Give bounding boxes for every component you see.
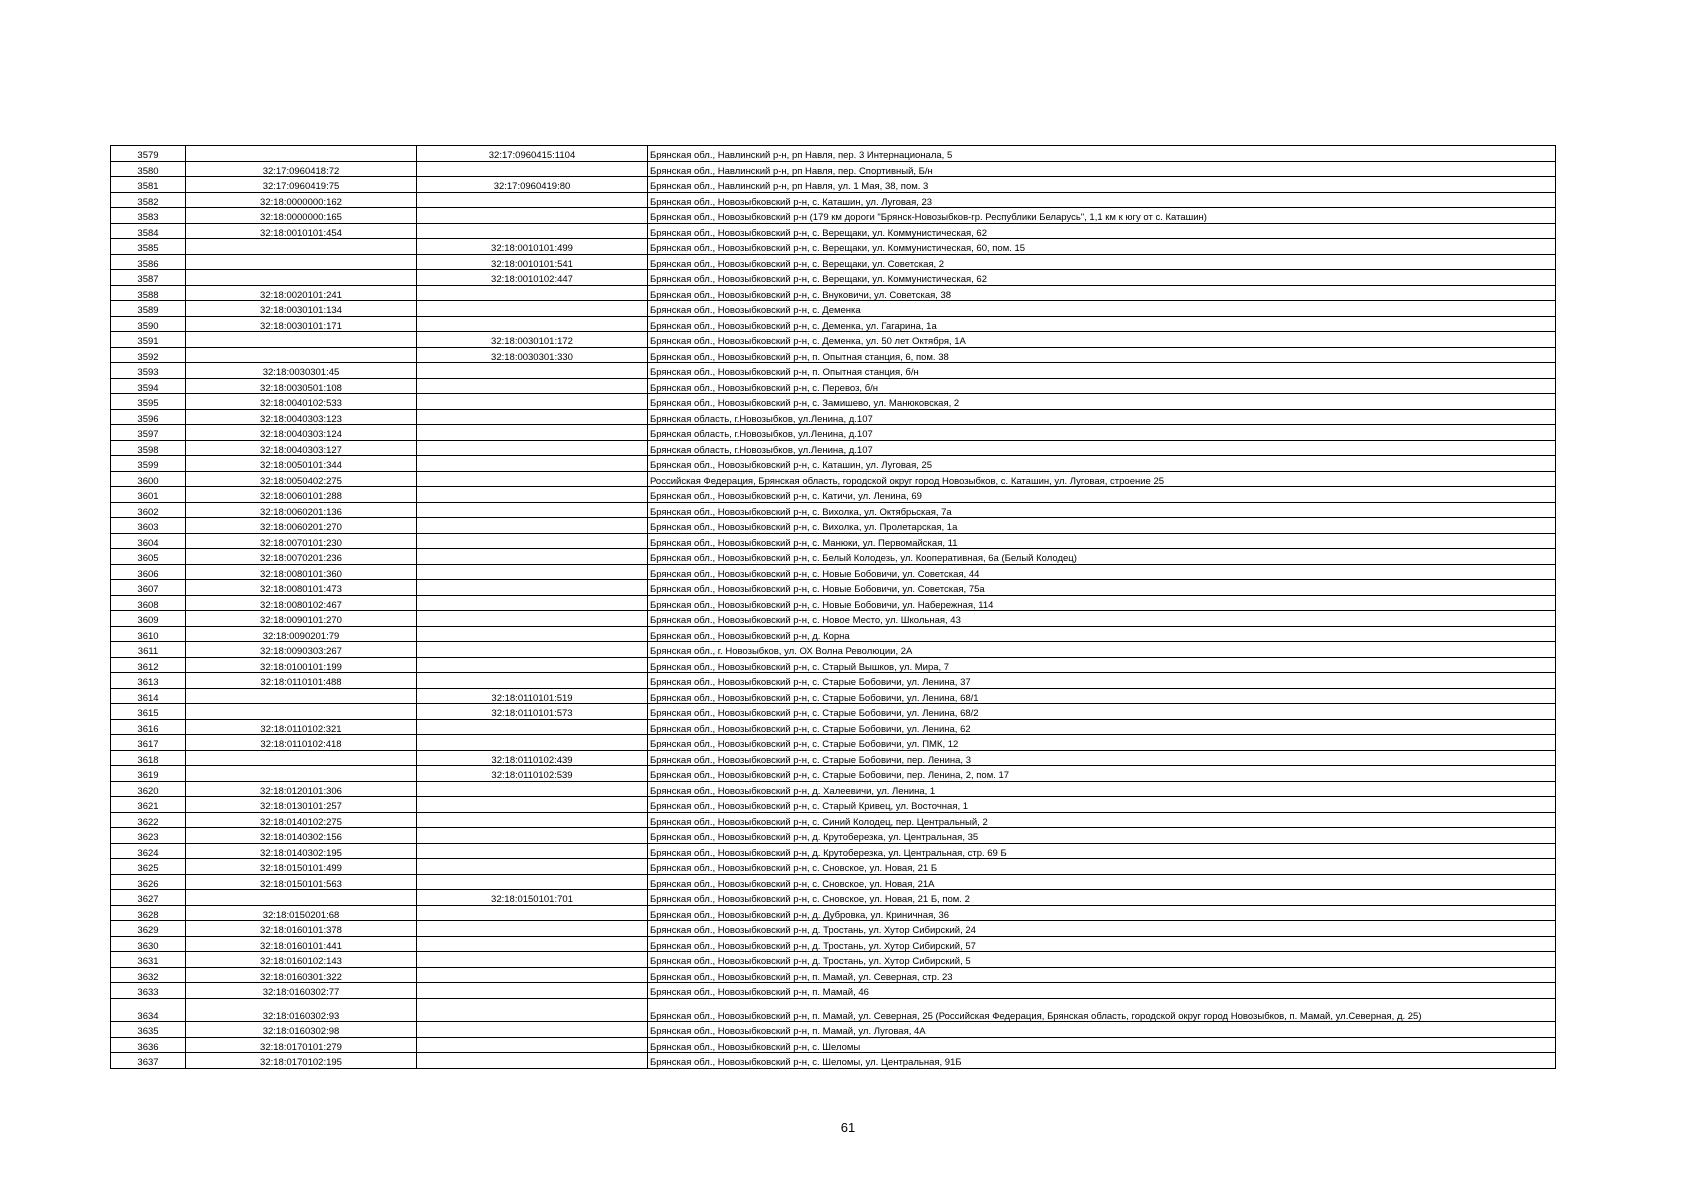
table-row bbox=[111, 270, 1556, 286]
address-cell: Брянская область, г.Новозыбков, ул.Ленина, д.107 bbox=[648, 440, 1556, 456]
table-row bbox=[111, 1037, 1556, 1053]
cadastral-number-cell: 32:18:0160301:322 bbox=[186, 967, 417, 983]
address-cell: Брянская обл., Новозыбковский р-н, п. Мамай, 46 bbox=[648, 983, 1556, 999]
cadastral-number-cell: 32:18:0160101:441 bbox=[186, 936, 417, 952]
cadastral-number-cell: 32:18:0010101:454 bbox=[186, 223, 417, 239]
row-number-cell: 3586 bbox=[111, 254, 186, 270]
premises-cadastral-number-cell bbox=[417, 564, 648, 580]
row-number-cell: 3617 bbox=[111, 735, 186, 751]
table-row bbox=[111, 704, 1556, 720]
table-row bbox=[111, 998, 1556, 1022]
row-number-cell: 3595 bbox=[111, 394, 186, 410]
premises-cadastral-number-cell bbox=[417, 595, 648, 611]
table-row bbox=[111, 518, 1556, 534]
premises-cadastral-number-cell bbox=[417, 998, 648, 1022]
table-row bbox=[111, 192, 1556, 208]
cadastral-number-cell: 32:18:0050402:275 bbox=[186, 471, 417, 487]
address-cell: Брянская обл., Новозыбковский р-н, с. Перевоз, б/н bbox=[648, 378, 1556, 394]
cadastral-number-cell: 32:18:0040303:127 bbox=[186, 440, 417, 456]
row-number-cell: 3602 bbox=[111, 502, 186, 518]
premises-cadastral-number-cell bbox=[417, 425, 648, 441]
address-cell: Брянская обл., Новозыбковский р-н, с. Манюки, ул. Первомайская, 11 bbox=[648, 533, 1556, 549]
address-cell: Брянская обл., Новозыбковский р-н, с. Внуковичи, ул. Советская, 38 bbox=[648, 285, 1556, 301]
row-number-cell: 3632 bbox=[111, 967, 186, 983]
cadastral-number-cell: 32:18:0140302:156 bbox=[186, 828, 417, 844]
cadastral-number-cell: 32:18:0030301:45 bbox=[186, 363, 417, 379]
row-number-cell: 3611 bbox=[111, 642, 186, 658]
address-cell: Брянская обл., Новозыбковский р-н, д. Тростань, ул. Хутор Сибирский, 57 bbox=[648, 936, 1556, 952]
cadastral-number-cell bbox=[186, 688, 417, 704]
premises-cadastral-number-cell bbox=[417, 502, 648, 518]
address-cell: Брянская обл., Новозыбковский р-н, д. Крутоберезка, ул. Центральная, 35 bbox=[648, 828, 1556, 844]
table-row bbox=[111, 642, 1556, 658]
table-row bbox=[111, 859, 1556, 875]
row-number-cell: 3619 bbox=[111, 766, 186, 782]
table-row bbox=[111, 890, 1556, 906]
table-row bbox=[111, 456, 1556, 472]
row-number-cell: 3583 bbox=[111, 208, 186, 224]
premises-cadastral-number-cell bbox=[417, 208, 648, 224]
row-number-cell: 3605 bbox=[111, 549, 186, 565]
row-number-cell: 3606 bbox=[111, 564, 186, 580]
cadastral-number-cell: 32:18:0080101:360 bbox=[186, 564, 417, 580]
address-cell: Брянская обл., Новозыбковский р-н, с. Верещаки, ул. Коммунистическая, 60, пом. 15 bbox=[648, 239, 1556, 255]
table-row bbox=[111, 146, 1556, 162]
premises-cadastral-number-cell: 32:18:0110102:539 bbox=[417, 766, 648, 782]
cadastral-number-cell: 32:18:0060201:136 bbox=[186, 502, 417, 518]
cadastral-number-cell: 32:18:0080101:473 bbox=[186, 580, 417, 596]
cadastral-number-cell: 32:18:0030101:171 bbox=[186, 316, 417, 332]
row-number-cell: 3628 bbox=[111, 905, 186, 921]
cadastral-number-cell bbox=[186, 146, 417, 162]
address-cell: Брянская обл., Новозыбковский р-н, с. Деменка, ул. 50 лет Октября, 1А bbox=[648, 332, 1556, 348]
premises-cadastral-number-cell: 32:18:0030101:172 bbox=[417, 332, 648, 348]
table-row bbox=[111, 843, 1556, 859]
premises-cadastral-number-cell bbox=[417, 874, 648, 890]
premises-cadastral-number-cell bbox=[417, 378, 648, 394]
table-row bbox=[111, 967, 1556, 983]
cadastral-number-cell: 32:18:0160102:143 bbox=[186, 952, 417, 968]
table-row bbox=[111, 828, 1556, 844]
row-number-cell: 3592 bbox=[111, 347, 186, 363]
premises-cadastral-number-cell bbox=[417, 580, 648, 596]
premises-cadastral-number-cell bbox=[417, 735, 648, 751]
premises-cadastral-number-cell bbox=[417, 905, 648, 921]
cadastral-number-cell: 32:18:0050101:344 bbox=[186, 456, 417, 472]
property-table-body bbox=[111, 146, 1556, 1069]
row-number-cell: 3633 bbox=[111, 983, 186, 999]
cadastral-number-cell: 32:18:0160302:93 bbox=[186, 998, 417, 1022]
table-row bbox=[111, 471, 1556, 487]
address-cell: Брянская обл., Новозыбковский р-н, с. Старый Кривец, ул. Восточная, 1 bbox=[648, 797, 1556, 813]
row-number-cell: 3603 bbox=[111, 518, 186, 534]
premises-cadastral-number-cell: 32:18:0010102:447 bbox=[417, 270, 648, 286]
cadastral-number-cell: 32:18:0030101:134 bbox=[186, 301, 417, 317]
premises-cadastral-number-cell bbox=[417, 828, 648, 844]
cadastral-number-cell: 32:18:0040303:123 bbox=[186, 409, 417, 425]
address-cell: Брянская обл., Новозыбковский р-н, с. Новое Место, ул. Школьная, 43 bbox=[648, 611, 1556, 627]
table-row bbox=[111, 812, 1556, 828]
row-number-cell: 3607 bbox=[111, 580, 186, 596]
premises-cadastral-number-cell bbox=[417, 440, 648, 456]
premises-cadastral-number-cell bbox=[417, 921, 648, 937]
premises-cadastral-number-cell bbox=[417, 952, 648, 968]
address-cell: Брянская обл., Новозыбковский р-н, с. Новые Бобовичи, ул. Советская, 75а bbox=[648, 580, 1556, 596]
cadastral-number-cell: 32:18:0080102:467 bbox=[186, 595, 417, 611]
premises-cadastral-number-cell: 32:17:0960415:1104 bbox=[417, 146, 648, 162]
address-cell: Брянская обл., Новозыбковский р-н, д. Тростань, ул. Хутор Сибирский, 24 bbox=[648, 921, 1556, 937]
cadastral-number-cell: 32:18:0150101:563 bbox=[186, 874, 417, 890]
address-cell: Брянская обл., Новозыбковский р-н, с. Верещаки, ул. Советская, 2 bbox=[648, 254, 1556, 270]
cadastral-number-cell bbox=[186, 270, 417, 286]
cadastral-number-cell: 32:18:0060101:288 bbox=[186, 487, 417, 503]
table-row bbox=[111, 874, 1556, 890]
cadastral-number-cell: 32:18:0070101:230 bbox=[186, 533, 417, 549]
row-number-cell: 3613 bbox=[111, 673, 186, 689]
premises-cadastral-number-cell: 32:18:0010101:541 bbox=[417, 254, 648, 270]
premises-cadastral-number-cell: 32:18:0110102:439 bbox=[417, 750, 648, 766]
row-number-cell: 3621 bbox=[111, 797, 186, 813]
address-cell: Брянская обл., Новозыбковский р-н, с. Новые Бобовичи, ул. Советская, 44 bbox=[648, 564, 1556, 580]
premises-cadastral-number-cell bbox=[417, 1053, 648, 1069]
cadastral-number-cell bbox=[186, 239, 417, 255]
row-number-cell: 3591 bbox=[111, 332, 186, 348]
row-number-cell: 3635 bbox=[111, 1022, 186, 1038]
table-row bbox=[111, 626, 1556, 642]
table-row bbox=[111, 719, 1556, 735]
address-cell: Брянская обл., Новозыбковский р-н, с. Деменка bbox=[648, 301, 1556, 317]
table-row bbox=[111, 735, 1556, 751]
row-number-cell: 3589 bbox=[111, 301, 186, 317]
row-number-cell: 3597 bbox=[111, 425, 186, 441]
row-number-cell: 3601 bbox=[111, 487, 186, 503]
address-cell: Брянская обл., Навлинский р-н, рп Навля, пер. 3 Интернационала, 5 bbox=[648, 146, 1556, 162]
address-cell: Брянская обл., Новозыбковский р-н, д. Халеевичи, ул. Ленина, 1 bbox=[648, 781, 1556, 797]
address-cell: Брянская обл., Новозыбковский р-н, с. Сновское, ул. Новая, 21 Б bbox=[648, 859, 1556, 875]
premises-cadastral-number-cell bbox=[417, 394, 648, 410]
row-number-cell: 3630 bbox=[111, 936, 186, 952]
premises-cadastral-number-cell bbox=[417, 812, 648, 828]
premises-cadastral-number-cell bbox=[417, 967, 648, 983]
table-row bbox=[111, 983, 1556, 999]
row-number-cell: 3598 bbox=[111, 440, 186, 456]
address-cell: Брянская обл., Новозыбковский р-н, с. Старые Бобовичи, ул. Ленина, 62 bbox=[648, 719, 1556, 735]
table-row bbox=[111, 657, 1556, 673]
row-number-cell: 3615 bbox=[111, 704, 186, 720]
address-cell: Брянская обл., Новозыбковский р-н, с. Вихолка, ул. Октябрьская, 7а bbox=[648, 502, 1556, 518]
row-number-cell: 3587 bbox=[111, 270, 186, 286]
row-number-cell: 3581 bbox=[111, 177, 186, 193]
address-cell: Брянская обл., Новозыбковский р-н, с. Новые Бобовичи, ул. Набережная, 114 bbox=[648, 595, 1556, 611]
address-cell: Брянская обл., Новозыбковский р-н, с. Шеломы, ул. Центральная, 91Б bbox=[648, 1053, 1556, 1069]
table-row bbox=[111, 611, 1556, 627]
table-row bbox=[111, 750, 1556, 766]
premises-cadastral-number-cell bbox=[417, 1037, 648, 1053]
table-row bbox=[111, 936, 1556, 952]
row-number-cell: 3585 bbox=[111, 239, 186, 255]
table-row bbox=[111, 952, 1556, 968]
premises-cadastral-number-cell bbox=[417, 626, 648, 642]
address-cell: Брянская обл., г. Новозыбков, ул. ОХ Волна Революции, 2А bbox=[648, 642, 1556, 658]
premises-cadastral-number-cell bbox=[417, 797, 648, 813]
table-row bbox=[111, 440, 1556, 456]
address-cell: Брянская обл., Новозыбковский р-н, с. Старый Вышков, ул. Мира, 7 bbox=[648, 657, 1556, 673]
cadastral-number-cell: 32:18:0070201:236 bbox=[186, 549, 417, 565]
row-number-cell: 3624 bbox=[111, 843, 186, 859]
premises-cadastral-number-cell bbox=[417, 549, 648, 565]
premises-cadastral-number-cell: 32:18:0110101:573 bbox=[417, 704, 648, 720]
premises-cadastral-number-cell bbox=[417, 936, 648, 952]
row-number-cell: 3609 bbox=[111, 611, 186, 627]
premises-cadastral-number-cell bbox=[417, 223, 648, 239]
table-row bbox=[111, 409, 1556, 425]
address-cell: Брянская обл., Новозыбковский р-н, с. Старые Бобовичи, ул. ПМК, 12 bbox=[648, 735, 1556, 751]
cadastral-number-cell: 32:18:0140102:275 bbox=[186, 812, 417, 828]
cadastral-number-cell: 32:17:0960418:72 bbox=[186, 161, 417, 177]
premises-cadastral-number-cell bbox=[417, 642, 648, 658]
address-cell: Брянская обл., Новозыбковский р-н, п. Мамай, ул. Северная, стр. 23 bbox=[648, 967, 1556, 983]
address-cell: Брянская обл., Новозыбковский р-н, д. Дубровка, ул. Криничная, 36 bbox=[648, 905, 1556, 921]
address-cell: Брянская обл., Новозыбковский р-н, с. Катичи, ул. Ленина, 69 bbox=[648, 487, 1556, 503]
cadastral-number-cell bbox=[186, 347, 417, 363]
address-cell: Брянская обл., Новозыбковский р-н, с. Старые Бобовичи, пер. Ленина, 2, пом. 17 bbox=[648, 766, 1556, 782]
premises-cadastral-number-cell bbox=[417, 657, 648, 673]
table-row bbox=[111, 1022, 1556, 1038]
row-number-cell: 3620 bbox=[111, 781, 186, 797]
address-cell: Брянская обл., Новозыбковский р-н, с. Старые Бобовичи, ул. Ленина, 68/2 bbox=[648, 704, 1556, 720]
cadastral-number-cell: 32:18:0110102:321 bbox=[186, 719, 417, 735]
table-row bbox=[111, 301, 1556, 317]
table-row bbox=[111, 905, 1556, 921]
cadastral-number-cell: 32:18:0160302:77 bbox=[186, 983, 417, 999]
cadastral-number-cell: 32:18:0000000:162 bbox=[186, 192, 417, 208]
row-number-cell: 3636 bbox=[111, 1037, 186, 1053]
table-row bbox=[111, 394, 1556, 410]
cadastral-number-cell: 32:18:0110101:488 bbox=[186, 673, 417, 689]
table-row bbox=[111, 177, 1556, 193]
page-number: 61 bbox=[840, 1120, 856, 1135]
cadastral-number-cell: 32:18:0100101:199 bbox=[186, 657, 417, 673]
row-number-cell: 3594 bbox=[111, 378, 186, 394]
row-number-cell: 3604 bbox=[111, 533, 186, 549]
premises-cadastral-number-cell bbox=[417, 719, 648, 735]
address-cell: Российская Федерация, Брянская область, городской округ город Новозыбков, с. Каташин, ул. Луговая, строение 25 bbox=[648, 471, 1556, 487]
row-number-cell: 3614 bbox=[111, 688, 186, 704]
row-number-cell: 3596 bbox=[111, 409, 186, 425]
table-row bbox=[111, 595, 1556, 611]
premises-cadastral-number-cell bbox=[417, 363, 648, 379]
table-row bbox=[111, 161, 1556, 177]
table-row bbox=[111, 797, 1556, 813]
cadastral-number-cell: 32:18:0140302:195 bbox=[186, 843, 417, 859]
cadastral-number-cell: 32:18:0090201:79 bbox=[186, 626, 417, 642]
cadastral-number-cell bbox=[186, 890, 417, 906]
row-number-cell: 3582 bbox=[111, 192, 186, 208]
cadastral-number-cell: 32:18:0120101:306 bbox=[186, 781, 417, 797]
address-cell: Брянская обл., Новозыбковский р-н, с. Старые Бобовичи, пер. Ленина, 3 bbox=[648, 750, 1556, 766]
address-cell: Брянская обл., Новозыбковский р-н, с. Деменка, ул. Гагарина, 1а bbox=[648, 316, 1556, 332]
address-cell: Брянская обл., Новозыбковский р-н (179 км дороги "Брянск-Новозыбков-гр. Республики Беларусь", 1,1 км к югу от с. Каташин) bbox=[648, 208, 1556, 224]
cadastral-number-cell: 32:18:0020101:241 bbox=[186, 285, 417, 301]
cadastral-number-cell: 32:18:0110102:418 bbox=[186, 735, 417, 751]
address-cell: Брянская обл., Новозыбковский р-н, с. Верещаки, ул. Коммунистическая, 62 bbox=[648, 270, 1556, 286]
row-number-cell: 3600 bbox=[111, 471, 186, 487]
row-number-cell: 3599 bbox=[111, 456, 186, 472]
table-row bbox=[111, 254, 1556, 270]
cadastral-number-cell: 32:18:0160302:98 bbox=[186, 1022, 417, 1038]
address-cell: Брянская обл., Навлинский р-н, рп Навля, пер. Спортивный, Б/н bbox=[648, 161, 1556, 177]
address-cell: Брянская обл., Новозыбковский р-н, с. Замишево, ул. Манюковская, 2 bbox=[648, 394, 1556, 410]
address-cell: Брянская обл., Новозыбковский р-н, с. Старые Бобовичи, ул. Ленина, 37 bbox=[648, 673, 1556, 689]
address-cell: Брянская обл., Навлинский р-н, рп Навля, ул. 1 Мая, 38, пом. 3 bbox=[648, 177, 1556, 193]
table-row bbox=[111, 425, 1556, 441]
address-cell: Брянская обл., Новозыбковский р-н, п. Опытная станция, 6, пом. 38 bbox=[648, 347, 1556, 363]
row-number-cell: 3593 bbox=[111, 363, 186, 379]
address-cell: Брянская обл., Новозыбковский р-н, с. Каташин, ул. Луговая, 25 bbox=[648, 456, 1556, 472]
premises-cadastral-number-cell bbox=[417, 518, 648, 534]
cadastral-number-cell: 32:18:0040102:533 bbox=[186, 394, 417, 410]
cadastral-number-cell: 32:18:0090101:270 bbox=[186, 611, 417, 627]
address-cell: Брянская обл., Новозыбковский р-н, с. Сновское, ул. Новая, 21А bbox=[648, 874, 1556, 890]
table-row bbox=[111, 921, 1556, 937]
row-number-cell: 3590 bbox=[111, 316, 186, 332]
address-cell: Брянская обл., Новозыбковский р-н, п. Мамай, ул. Северная, 25 (Российская Федерация, Брянская область, городской округ город Новозыбков, п. Мамай, ул.Северная, д. 25) bbox=[648, 998, 1556, 1022]
premises-cadastral-number-cell bbox=[417, 192, 648, 208]
row-number-cell: 3580 bbox=[111, 161, 186, 177]
cadastral-number-cell: 32:18:0130101:257 bbox=[186, 797, 417, 813]
premises-cadastral-number-cell bbox=[417, 983, 648, 999]
premises-cadastral-number-cell: 32:18:0030301:330 bbox=[417, 347, 648, 363]
address-cell: Брянская обл., Новозыбковский р-н, с. Вихолка, ул. Пролетарская, 1а bbox=[648, 518, 1556, 534]
cadastral-number-cell bbox=[186, 766, 417, 782]
table-row bbox=[111, 332, 1556, 348]
premises-cadastral-number-cell: 32:18:0150101:701 bbox=[417, 890, 648, 906]
cadastral-number-cell: 32:18:0170102:195 bbox=[186, 1053, 417, 1069]
table-row bbox=[111, 502, 1556, 518]
cadastral-number-cell: 32:18:0030501:108 bbox=[186, 378, 417, 394]
table-row bbox=[111, 781, 1556, 797]
address-cell: Брянская область, г.Новозыбков, ул.Ленина, д.107 bbox=[648, 409, 1556, 425]
table-row bbox=[111, 766, 1556, 782]
cadastral-number-cell: 32:18:0170101:279 bbox=[186, 1037, 417, 1053]
table-row bbox=[111, 673, 1556, 689]
premises-cadastral-number-cell bbox=[417, 673, 648, 689]
table-row bbox=[111, 223, 1556, 239]
table-row bbox=[111, 549, 1556, 565]
premises-cadastral-number-cell bbox=[417, 471, 648, 487]
cadastral-number-cell: 32:18:0160101:378 bbox=[186, 921, 417, 937]
row-number-cell: 3584 bbox=[111, 223, 186, 239]
row-number-cell: 3629 bbox=[111, 921, 186, 937]
address-cell: Брянская обл., Новозыбковский р-н, д. Крутоберезка, ул. Центральная, стр. 69 Б bbox=[648, 843, 1556, 859]
table-row bbox=[111, 208, 1556, 224]
row-number-cell: 3625 bbox=[111, 859, 186, 875]
premises-cadastral-number-cell bbox=[417, 409, 648, 425]
premises-cadastral-number-cell bbox=[417, 487, 648, 503]
cadastral-number-cell: 32:18:0060201:270 bbox=[186, 518, 417, 534]
address-cell: Брянская обл., Новозыбковский р-н, с. Верещаки, ул. Коммунистическая, 62 bbox=[648, 223, 1556, 239]
premises-cadastral-number-cell: 32:17:0960419:80 bbox=[417, 177, 648, 193]
table-row bbox=[111, 285, 1556, 301]
table-row bbox=[111, 580, 1556, 596]
row-number-cell: 3608 bbox=[111, 595, 186, 611]
table-row bbox=[111, 487, 1556, 503]
row-number-cell: 3634 bbox=[111, 998, 186, 1022]
address-cell: Брянская обл., Новозыбковский р-н, с. Шеломы bbox=[648, 1037, 1556, 1053]
cadastral-number-cell bbox=[186, 704, 417, 720]
table-row bbox=[111, 316, 1556, 332]
table-row bbox=[111, 688, 1556, 704]
premises-cadastral-number-cell bbox=[417, 316, 648, 332]
address-cell: Брянская обл., Новозыбковский р-н, с. Синий Колодец, пер. Центральный, 2 bbox=[648, 812, 1556, 828]
address-cell: Брянская обл., Новозыбковский р-н, п. Мамай, ул. Луговая, 4А bbox=[648, 1022, 1556, 1038]
table-row bbox=[111, 378, 1556, 394]
table-row bbox=[111, 363, 1556, 379]
cadastral-number-cell: 32:18:0090303:267 bbox=[186, 642, 417, 658]
row-number-cell: 3579 bbox=[111, 146, 186, 162]
premises-cadastral-number-cell: 32:18:0110101:519 bbox=[417, 688, 648, 704]
row-number-cell: 3622 bbox=[111, 812, 186, 828]
premises-cadastral-number-cell bbox=[417, 301, 648, 317]
row-number-cell: 3627 bbox=[111, 890, 186, 906]
row-number-cell: 3588 bbox=[111, 285, 186, 301]
row-number-cell: 3631 bbox=[111, 952, 186, 968]
cadastral-number-cell: 32:18:0000000:165 bbox=[186, 208, 417, 224]
row-number-cell: 3618 bbox=[111, 750, 186, 766]
row-number-cell: 3610 bbox=[111, 626, 186, 642]
cadastral-number-cell: 32:18:0150201:68 bbox=[186, 905, 417, 921]
premises-cadastral-number-cell bbox=[417, 1022, 648, 1038]
property-table bbox=[110, 145, 1556, 1069]
address-cell: Брянская обл., Новозыбковский р-н, д. Тростань, ул. Хутор Сибирский, 5 bbox=[648, 952, 1556, 968]
premises-cadastral-number-cell bbox=[417, 161, 648, 177]
cadastral-number-cell bbox=[186, 332, 417, 348]
premises-cadastral-number-cell bbox=[417, 285, 648, 301]
cadastral-number-cell bbox=[186, 750, 417, 766]
address-cell: Брянская обл., Новозыбковский р-н, п. Опытная станция, б/н bbox=[648, 363, 1556, 379]
table-row bbox=[111, 533, 1556, 549]
premises-cadastral-number-cell bbox=[417, 456, 648, 472]
premises-cadastral-number-cell bbox=[417, 533, 648, 549]
address-cell: Брянская обл., Новозыбковский р-н, с. Старые Бобовичи, ул. Ленина, 68/1 bbox=[648, 688, 1556, 704]
premises-cadastral-number-cell: 32:18:0010101:499 bbox=[417, 239, 648, 255]
address-cell: Брянская обл., Новозыбковский р-н, д. Корна bbox=[648, 626, 1556, 642]
row-number-cell: 3612 bbox=[111, 657, 186, 673]
cadastral-number-cell: 32:17:0960419:75 bbox=[186, 177, 417, 193]
premises-cadastral-number-cell bbox=[417, 843, 648, 859]
address-cell: Брянская обл., Новозыбковский р-н, с. Сновское, ул. Новая, 21 Б, пом. 2 bbox=[648, 890, 1556, 906]
row-number-cell: 3616 bbox=[111, 719, 186, 735]
address-cell: Брянская обл., Новозыбковский р-н, с. Каташин, ул. Луговая, 23 bbox=[648, 192, 1556, 208]
cadastral-number-cell bbox=[186, 254, 417, 270]
address-cell: Брянская обл., Новозыбковский р-н, с. Белый Колодезь, ул. Кооперативная, 6а (Белый Колодец) bbox=[648, 549, 1556, 565]
premises-cadastral-number-cell bbox=[417, 611, 648, 627]
table-row bbox=[111, 564, 1556, 580]
table-row bbox=[111, 1053, 1556, 1069]
table-row bbox=[111, 347, 1556, 363]
premises-cadastral-number-cell bbox=[417, 781, 648, 797]
table-row bbox=[111, 239, 1556, 255]
row-number-cell: 3623 bbox=[111, 828, 186, 844]
address-cell: Брянская область, г.Новозыбков, ул.Ленина, д.107 bbox=[648, 425, 1556, 441]
row-number-cell: 3626 bbox=[111, 874, 186, 890]
cadastral-number-cell: 32:18:0040303:124 bbox=[186, 425, 417, 441]
row-number-cell: 3637 bbox=[111, 1053, 186, 1069]
premises-cadastral-number-cell bbox=[417, 859, 648, 875]
cadastral-number-cell: 32:18:0150101:499 bbox=[186, 859, 417, 875]
